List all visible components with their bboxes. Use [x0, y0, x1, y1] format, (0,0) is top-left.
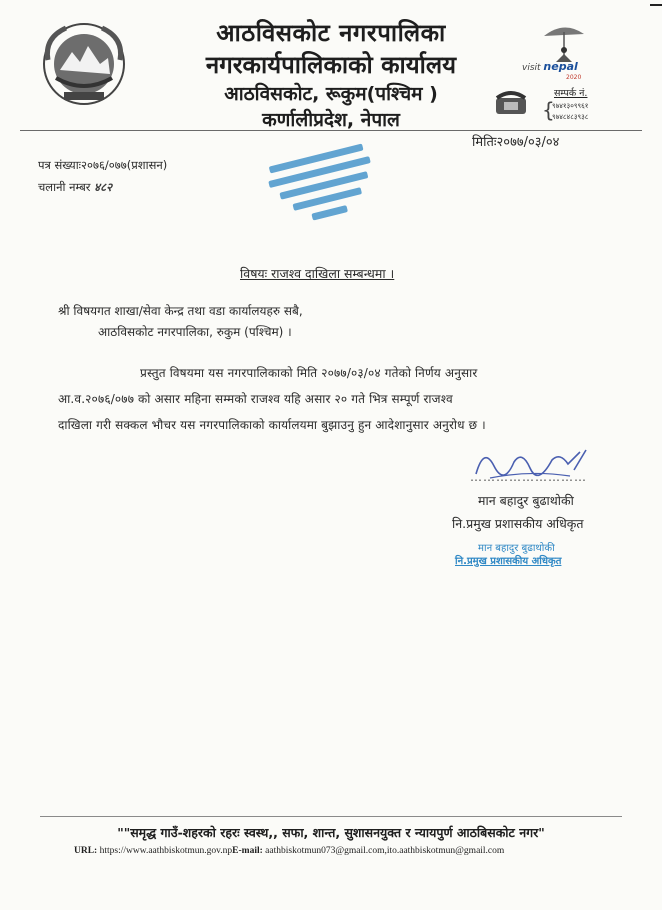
- dispatch-number: [38, 180, 112, 195]
- url-label: URL:: [74, 846, 98, 856]
- telephone-icon: [494, 88, 528, 116]
- signatory-title: नि.प्रमुख प्रशासकीय अधिकृत: [452, 516, 584, 531]
- signatory-stamp-title: नि.प्रमुख प्रशासकीय अधिकृत: [455, 556, 562, 567]
- province-country: कर्णालीप्रदेश, नेपाल: [262, 109, 400, 131]
- visit-brand: nepal: [543, 60, 578, 73]
- contact-number-1: ९७४१३०९९६१: [552, 102, 589, 110]
- visit-prefix: visit: [522, 63, 541, 73]
- footer-slogan: ""समृद्ध गाउँ-शहरको रहरः स्वस्थ,, सफा, शान्त, सुशासनयुक्त र न्यायपुर्ण आठबिसकोट नगर": [117, 825, 545, 840]
- brace-glyph: {: [542, 98, 555, 122]
- footer-rule: [40, 816, 622, 817]
- contact-number-2: ९७४८४८३९३८: [552, 113, 589, 121]
- email-address: aathbiskotmun073@gmail.com,ito.aathbiskotmun@gmail.com: [262, 846, 505, 856]
- visit-year: 2020: [566, 74, 582, 81]
- addressee-line-1: श्री विषयगत शाखा/सेवा केन्द्र तथा वडा कार्यालयहरु सबै,: [58, 304, 303, 318]
- contact-title: सम्पर्क नं.: [554, 88, 588, 99]
- office-name: नगरकार्यपालिकाको कार्यालय: [205, 51, 457, 79]
- body-line-2: आ.व.२०७६/०७७ को असार महिना सम्मको राजश्व यहि असार २० गते भित्र सम्पूर्ण राजश्व: [58, 392, 453, 406]
- office-stamp-icon: [262, 140, 386, 240]
- visit-nepal-text: [522, 60, 578, 73]
- dispatch-value: ४८२: [94, 180, 113, 194]
- email-label: E-mail:: [232, 846, 263, 856]
- signatory-name: मान बहादुर बुढाथोकी: [478, 493, 574, 508]
- footer-contact: [74, 846, 504, 856]
- reference-number: पत्र संख्याः२०७६/०७७(प्रशासन): [38, 158, 168, 172]
- signature-line: ………………………: [470, 470, 587, 484]
- letter-subject: विषयः राजश्व दाखिला सम्बन्धमा ।: [240, 266, 395, 281]
- header-rule: [20, 130, 642, 131]
- letter-date: मितिः२०७७/०३/०४: [472, 135, 560, 150]
- addressee-line-2: आठविसकोट नगरपालिका, रुकुम (पश्चिम) ।: [98, 325, 292, 339]
- municipality-name: आठविसकोट नगरपालिका: [216, 19, 446, 47]
- website-url: https://www.aathbiskotmun.gov.np: [97, 846, 233, 856]
- body-line-3: दाखिला गरी सक्कल भौचर यस नगरपालिकाको कार्यालयमा बुझाउनु हुन आदेशानुसार अनुरोध छ ।: [58, 418, 486, 432]
- office-address: आठविसकोट, रूकुम(पश्चिम ): [224, 83, 438, 105]
- dispatch-label: चलानी नम्बर: [38, 180, 91, 194]
- body-line-1: प्रस्तुत विषयमा यस नगरपालिकाको मिति २०७७/०३/०४ गतेको निर्णय अनुसार: [140, 366, 478, 380]
- signatory-stamp-name: मान बहादुर बुढाथोकी: [478, 543, 555, 554]
- edge-mark: [650, 4, 662, 6]
